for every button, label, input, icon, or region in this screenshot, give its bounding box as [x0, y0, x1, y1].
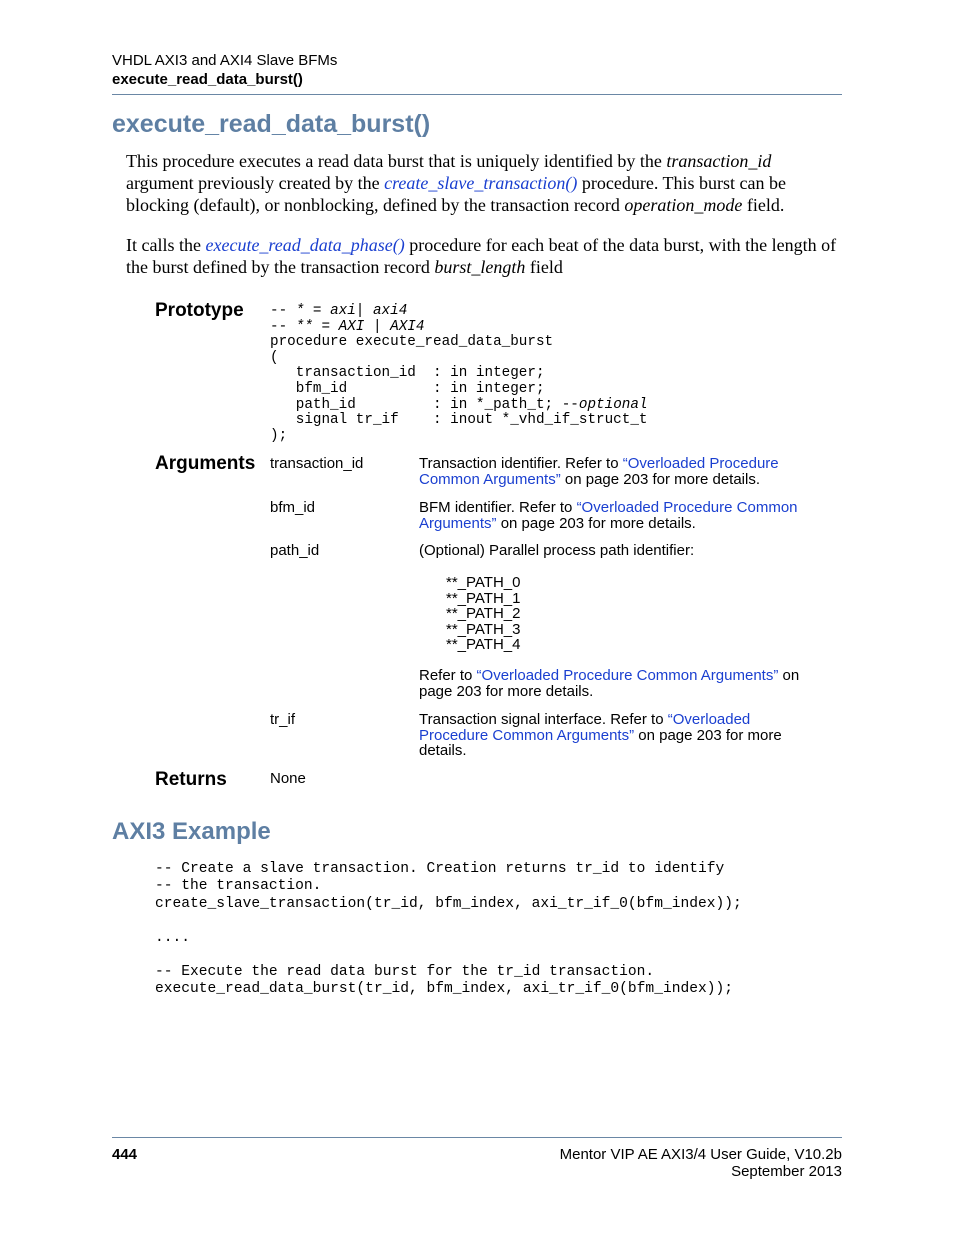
running-header-section: VHDL AXI3 and AXI4 Slave BFMs	[112, 52, 338, 69]
returns-label: Returns	[155, 769, 227, 790]
path-id-values	[446, 575, 520, 653]
path-value: **_PATH_3	[446, 620, 521, 638]
footer-guide-info	[560, 1146, 842, 1180]
link-create-slave-transaction[interactable]: create_slave_transaction()	[384, 173, 578, 193]
footer-guide-title: Mentor VIP AE AXI3/4 User Guide, V10.2b	[559, 1146, 842, 1163]
path-value: **_PATH_4	[446, 636, 521, 654]
arg-name-tr-if: tr_if	[270, 711, 296, 728]
running-header-subsection: execute_read_data_burst()	[112, 71, 303, 88]
path-value: **_PATH_2	[446, 605, 521, 623]
section-heading-axi3-example: AXI3 Example	[112, 818, 271, 845]
arg-name-transaction-id: transaction_id	[270, 455, 364, 472]
footer-rule	[112, 1137, 842, 1138]
arg-name-bfm-id: bfm_id	[270, 499, 316, 516]
example-code-block-2: -- Execute the read data burst for the tr_id transaction. execute_read_data_burst(tr_id, bfm_index, axi_tr_if_0(bfm_index));	[155, 964, 734, 998]
returns-value: None	[270, 770, 306, 787]
arg-desc-bfm-id: BFM identifier. Refer to “Overloaded Procedure Common Arguments” on page 203 for more details.	[419, 499, 798, 532]
prototype-label: Prototype	[155, 300, 244, 321]
path-value: **_PATH_1	[446, 589, 521, 607]
arg-desc-tr-if: Transaction signal interface. Refer to “Overloaded Procedure Common Arguments” on page 203 for more details.	[419, 711, 782, 760]
path-value: **_PATH_0	[446, 574, 521, 591]
intro-paragraph-1: This procedure executes a read data burst that is uniquely identified by the transaction_id argument previously created by the create_slave_transaction() procedure. This burst can be blocking (default), or nonblocking, defined by the transaction record operation_mode field.	[126, 151, 786, 215]
page-number: 444	[112, 1146, 138, 1163]
arguments-label: Arguments	[155, 453, 256, 474]
intro-paragraph-2: It calls the execute_read_data_phase() procedure for each beat of the data burst, with the length of the burst defined by the transaction record burst_length field	[126, 235, 837, 277]
page-title: execute_read_data_burst()	[112, 110, 431, 138]
arg-refer-path-id: Refer to “Overloaded Procedure Common Arguments” on page 203 for more details.	[419, 667, 800, 700]
link-overloaded-args[interactable]: “Overloaded Procedure Common Arguments”	[419, 455, 779, 488]
footer-date: September 2013	[731, 1163, 842, 1180]
link-overloaded-args[interactable]: “Overloaded Procedure Common Arguments”	[476, 667, 779, 684]
example-code-ellipsis: ....	[155, 930, 191, 946]
prototype-code: -- * = axi| axi4 -- ** = AXI | AXI4 procedure execute_read_data_burst ( transaction_id : in integer; bfm_id : in integer; path_id : in *_path_t; --optional signal tr_if : inout *_vhd_if_struct_t );	[270, 303, 648, 444]
link-execute-read-data-phase[interactable]: execute_read_data_phase()	[205, 235, 405, 255]
link-overloaded-args[interactable]: “Overloaded Procedure Common Arguments”	[419, 711, 751, 744]
link-overloaded-args[interactable]: “Overloaded Procedure Common Arguments”	[419, 499, 798, 532]
arg-desc-path-id: (Optional) Parallel process path identifier:	[419, 542, 695, 559]
arg-name-path-id: path_id	[270, 542, 320, 559]
example-code-block-1: -- Create a slave transaction. Creation returns tr_id to identify -- the transaction. create_slave_transaction(tr_id, bfm_index, axi_tr_if_0(bfm_index));	[155, 861, 742, 912]
header-rule	[112, 94, 842, 95]
arg-desc-transaction-id: Transaction identifier. Refer to “Overloaded Procedure Common Arguments” on page 203 for more details.	[419, 455, 779, 488]
